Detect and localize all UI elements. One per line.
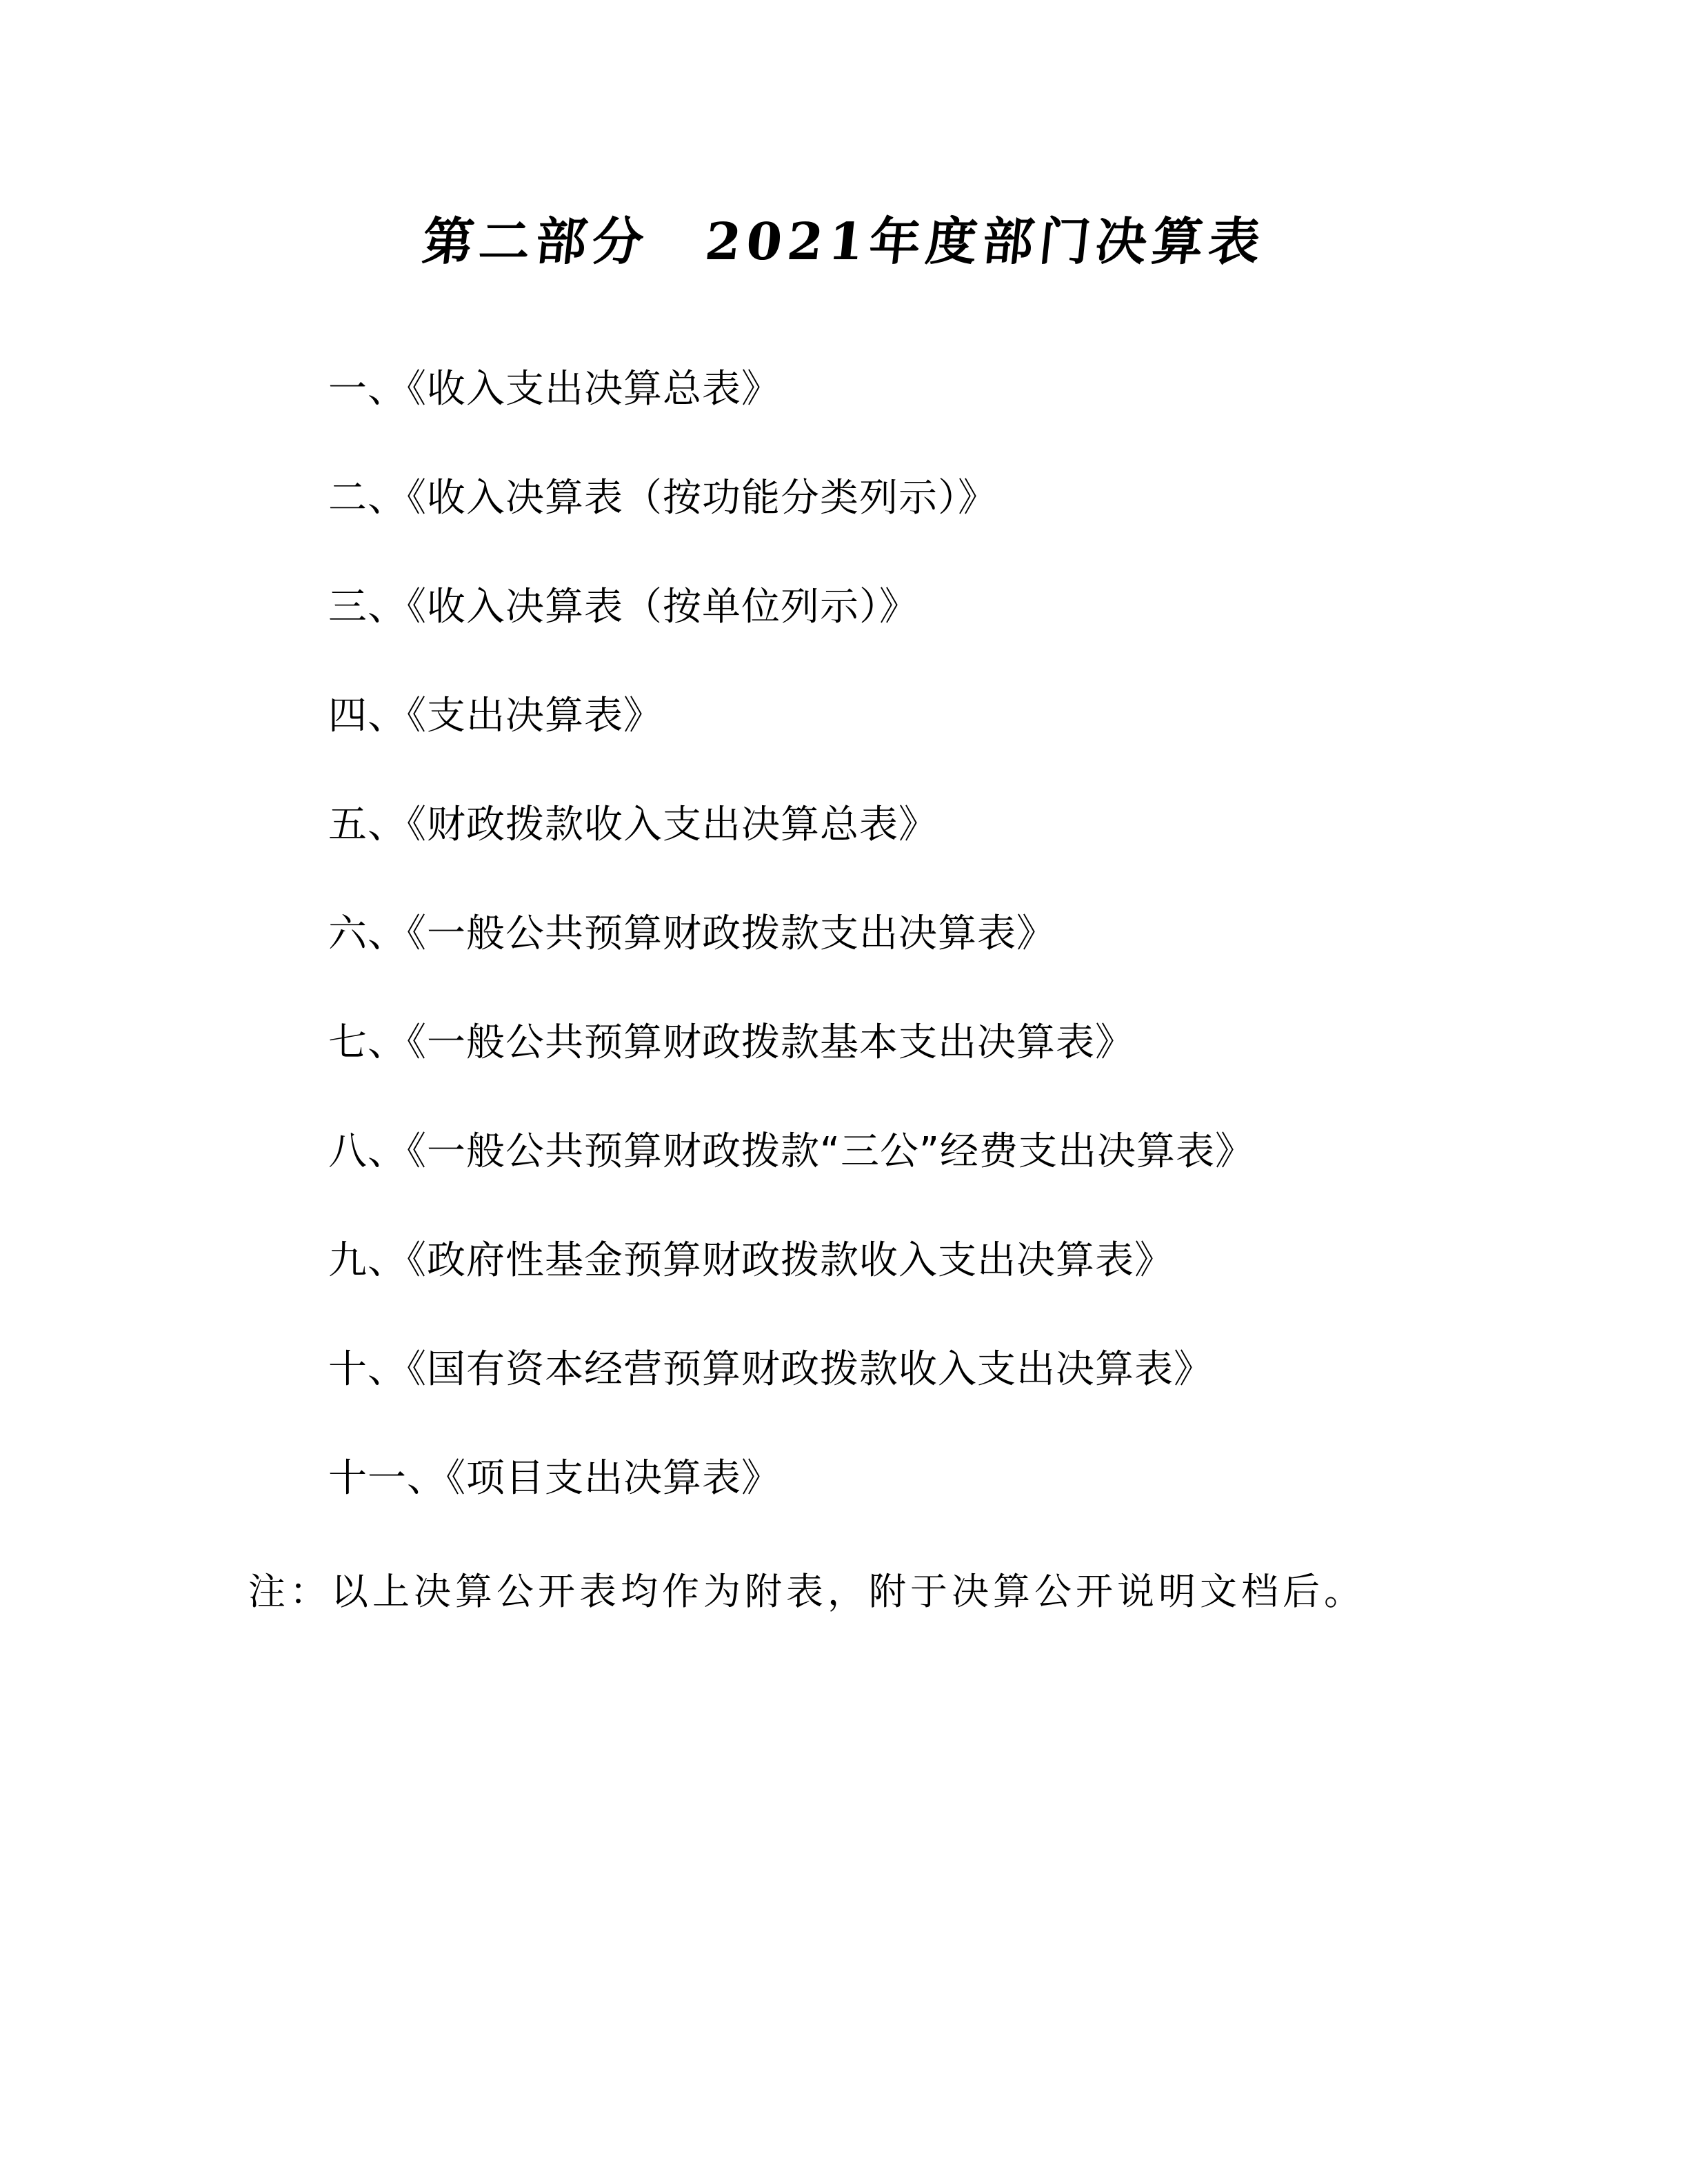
toc-item-6: 六、《一般公共预算财政拨款支出决算表》 — [328, 911, 1056, 956]
toc-item-8: 八、《一般公共预算财政拨款“三公”经费支出决算表》 — [328, 1129, 1255, 1174]
toc-item-11: 十一、《项目支出决算表》 — [328, 1456, 781, 1501]
toc-item-1: 一、《收入支出决算总表》 — [328, 367, 781, 412]
table-of-contents — [328, 358, 1638, 1557]
page-title: 第二部分 2021年度部门决算表 — [419, 212, 1269, 272]
footnote: 注：以上决算公开表均作为附表，附于决算公开说明文档后。 — [248, 1570, 1365, 1613]
toc-item-5: 五、《财政拨款收入支出决算总表》 — [328, 802, 938, 847]
toc-item-7: 七、《一般公共预算财政拨款基本支出决算表》 — [328, 1020, 1134, 1065]
toc-item-4: 四、《支出决算表》 — [328, 694, 663, 738]
toc-item-2: 二、《收入决算表（按功能分类列示）》 — [328, 476, 997, 520]
toc-item-3: 三、《收入决算表（按单位列示）》 — [328, 585, 918, 629]
toc-item-9: 九、《政府性基金预算财政拨款收入支出决算表》 — [328, 1238, 1174, 1283]
toc-item-10: 十、《国有资本经营预算财政拨款收入支出决算表》 — [328, 1347, 1213, 1392]
